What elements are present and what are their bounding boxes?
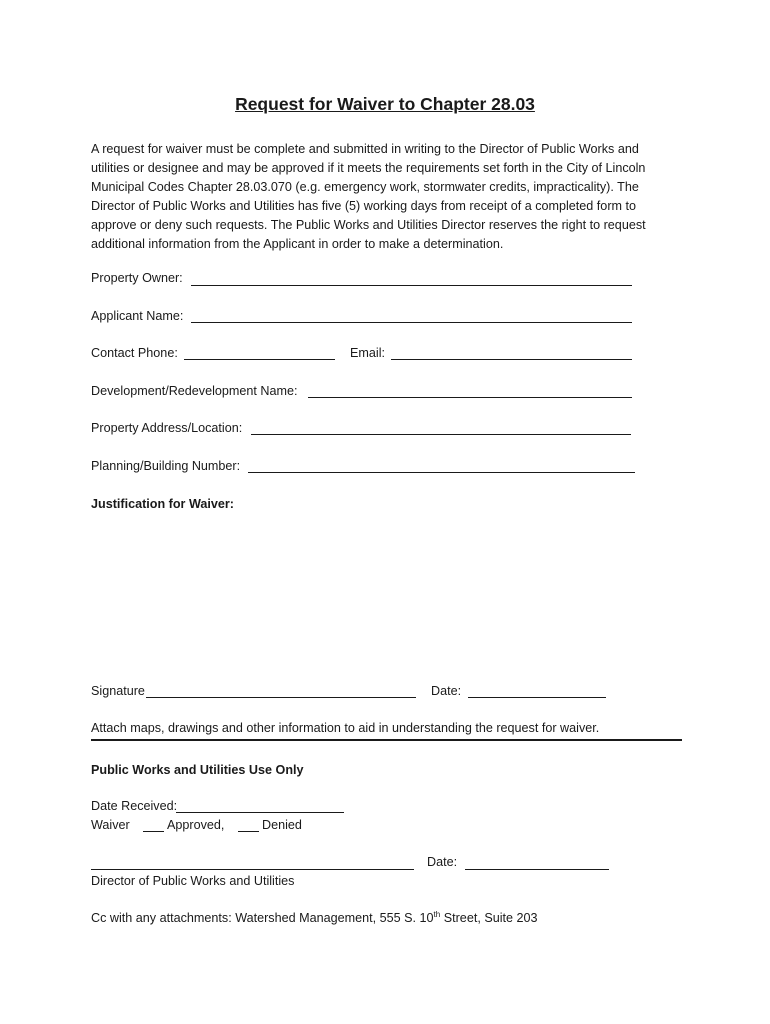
planning-number-label: Planning/Building Number: <box>91 459 241 473</box>
planning-number-field[interactable] <box>248 472 635 473</box>
director-date-field[interactable] <box>465 869 609 870</box>
justification-label: Justification for Waiver: <box>91 497 234 511</box>
intro-line: approve or deny such requests. The Public Works and Utilities Director reserves the right to request <box>91 218 646 232</box>
intro-line: A request for waiver must be complete and submitted in writing to the Director of Public Works and <box>91 142 639 156</box>
intro-line: Municipal Codes Chapter 28.03.070 (e.g. emergency work, stormwater credits, impracticality). The <box>91 180 639 194</box>
property-owner-field[interactable] <box>191 285 632 286</box>
signature-date-label: Date: <box>431 684 462 698</box>
applicant-name-label: Applicant Name: <box>91 309 184 323</box>
director-date-label: Date: <box>427 855 458 869</box>
date-received-field[interactable] <box>176 812 344 813</box>
intro-line: Director of Public Works and Utilities has five (5) working days from receipt of a completed form to <box>91 199 636 213</box>
contact-phone-label: Contact Phone: <box>91 346 178 360</box>
denied-label: Denied <box>262 818 302 832</box>
director-signature-field[interactable] <box>91 869 414 870</box>
contact-phone-field[interactable] <box>184 359 335 360</box>
email-field[interactable] <box>391 359 632 360</box>
page-title: Request for Waiver to Chapter 28.03 <box>235 94 535 114</box>
signature-field[interactable] <box>146 697 416 698</box>
development-name-field[interactable] <box>308 397 632 398</box>
property-owner-label: Property Owner: <box>91 271 183 285</box>
director-title: Director of Public Works and Utilities <box>91 874 295 888</box>
denied-checkbox[interactable] <box>238 831 259 832</box>
email-label: Email: <box>350 346 385 360</box>
date-received-label: Date Received: <box>91 799 178 813</box>
signature-date-field[interactable] <box>468 697 606 698</box>
waiver-label: Waiver <box>91 818 130 832</box>
intro-paragraph <box>91 140 666 254</box>
office-use-heading: Public Works and Utilities Use Only <box>91 763 304 777</box>
applicant-name-field[interactable] <box>191 322 632 323</box>
approved-checkbox[interactable] <box>143 831 164 832</box>
development-name-label: Development/Redevelopment Name: <box>91 384 298 398</box>
section-divider <box>91 739 682 741</box>
property-address-field[interactable] <box>251 434 631 435</box>
intro-line: additional information from the Applicant in order to make a determination. <box>91 237 504 251</box>
signature-label: Signature <box>91 684 145 698</box>
justification-area[interactable] <box>91 515 666 675</box>
attach-note: Attach maps, drawings and other information to aid in understanding the request for waiver. <box>91 721 600 735</box>
cc-superscript: th <box>433 910 441 919</box>
cc-prefix: Cc with any attachments: Watershed Management, 555 S. 10 <box>91 911 434 925</box>
cc-suffix: Street, Suite 203 <box>440 911 538 925</box>
cc-line <box>91 911 538 925</box>
intro-line: utilities or designee and may be approved if it meets the requirements set forth in the City of Lincoln <box>91 161 646 175</box>
approved-label: Approved, <box>167 818 225 832</box>
property-address-label: Property Address/Location: <box>91 421 243 435</box>
